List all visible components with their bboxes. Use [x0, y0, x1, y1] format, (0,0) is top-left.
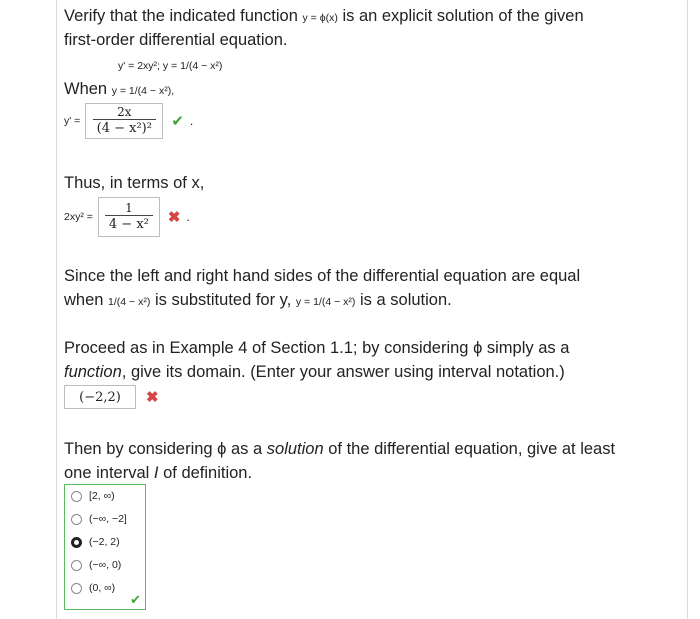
radio-button-selected[interactable] — [71, 537, 82, 548]
thus-text: Thus, in terms of x, — [64, 174, 205, 192]
then-line-2 — [64, 461, 252, 485]
rhs-numerator: 1 — [125, 201, 133, 215]
radio-button[interactable] — [71, 491, 82, 502]
when-line — [64, 77, 174, 103]
since-line-1: Since the left and right hand sides of the differential equation are equal — [64, 267, 581, 285]
when-expr: y = 1/(4 − x²), — [111, 85, 175, 97]
since-expr-2: y = 1/(4 − x²) — [295, 296, 356, 308]
proceed-line-1: Proceed as in Example 4 of Section 1.1; by considering ϕ simply as a — [64, 339, 570, 357]
then-italic: solution — [266, 440, 324, 458]
since-text-a: when — [64, 291, 104, 309]
radio-button[interactable] — [71, 560, 82, 571]
proceed-line-2 — [64, 360, 565, 384]
equation-line: y' = 2xy²; y = 1/(4 − x²) — [118, 60, 223, 72]
then-text-c: one interval — [64, 464, 150, 482]
rhs-answer-box[interactable] — [98, 197, 160, 237]
since-text-b: is substituted for y, — [154, 291, 292, 309]
period: . — [189, 114, 194, 128]
yprime-fraction — [93, 105, 156, 137]
yprime-numerator: 2x — [117, 105, 132, 119]
rhs-denominator: 4 − x² — [105, 215, 153, 233]
when-label: When — [64, 80, 108, 98]
then-text-b: of the differential equation, give at least — [328, 440, 616, 458]
since-expr-1: 1/(4 − x²) — [108, 296, 151, 308]
then-line-1 — [64, 437, 615, 461]
option-4[interactable] — [71, 582, 115, 594]
radio-button[interactable] — [71, 514, 82, 525]
period: . — [186, 210, 190, 224]
intro-line-1 — [64, 4, 584, 30]
domain-row — [64, 385, 159, 409]
check-icon: ✔ — [171, 113, 184, 130]
interval-options — [64, 484, 146, 610]
since-line-2 — [64, 288, 452, 314]
rhs-fraction — [105, 201, 153, 233]
proceed-rest: , give its domain. (Enter your answer using interval notation.) — [121, 363, 565, 381]
domain-answer-input[interactable]: (−2,2) — [64, 385, 136, 409]
option-label: (0, ∞) — [89, 582, 116, 594]
option-label: (−∞, −2] — [89, 513, 127, 525]
yprime-answer-box[interactable] — [85, 103, 163, 139]
rhs-row — [64, 197, 190, 237]
cross-icon: ✖ — [146, 389, 159, 406]
check-icon: ✔ — [130, 592, 141, 607]
radio-button[interactable] — [71, 583, 82, 594]
option-3[interactable] — [71, 559, 121, 571]
yprime-row — [64, 103, 193, 139]
option-1[interactable] — [71, 513, 127, 525]
option-0[interactable] — [71, 490, 115, 502]
proceed-italic: function — [64, 363, 122, 381]
then-text-a: Then by considering ϕ as a — [64, 440, 263, 458]
intro-function: y = ϕ(x) — [302, 12, 338, 24]
since-text-c: is a solution. — [360, 291, 452, 309]
rhs-label: 2xy² = — [64, 211, 93, 223]
yprime-label: y' = — [64, 115, 81, 127]
then-text-d: of definition. — [163, 464, 253, 482]
option-label: (−2, 2) — [89, 536, 120, 548]
cross-icon: ✖ — [167, 209, 181, 226]
then-italic-i: I — [153, 464, 159, 482]
option-label: (−∞, 0) — [89, 559, 122, 571]
intro-line-2: first-order differential equation. — [64, 31, 288, 49]
option-label: [2, ∞) — [89, 490, 115, 502]
option-2[interactable] — [71, 536, 120, 548]
intro-text-a: Verify that the indicated function — [64, 7, 298, 25]
yprime-denominator: (4 − x²)² — [93, 119, 156, 137]
intro-text-b: is an explicit solution of the given — [342, 7, 584, 25]
